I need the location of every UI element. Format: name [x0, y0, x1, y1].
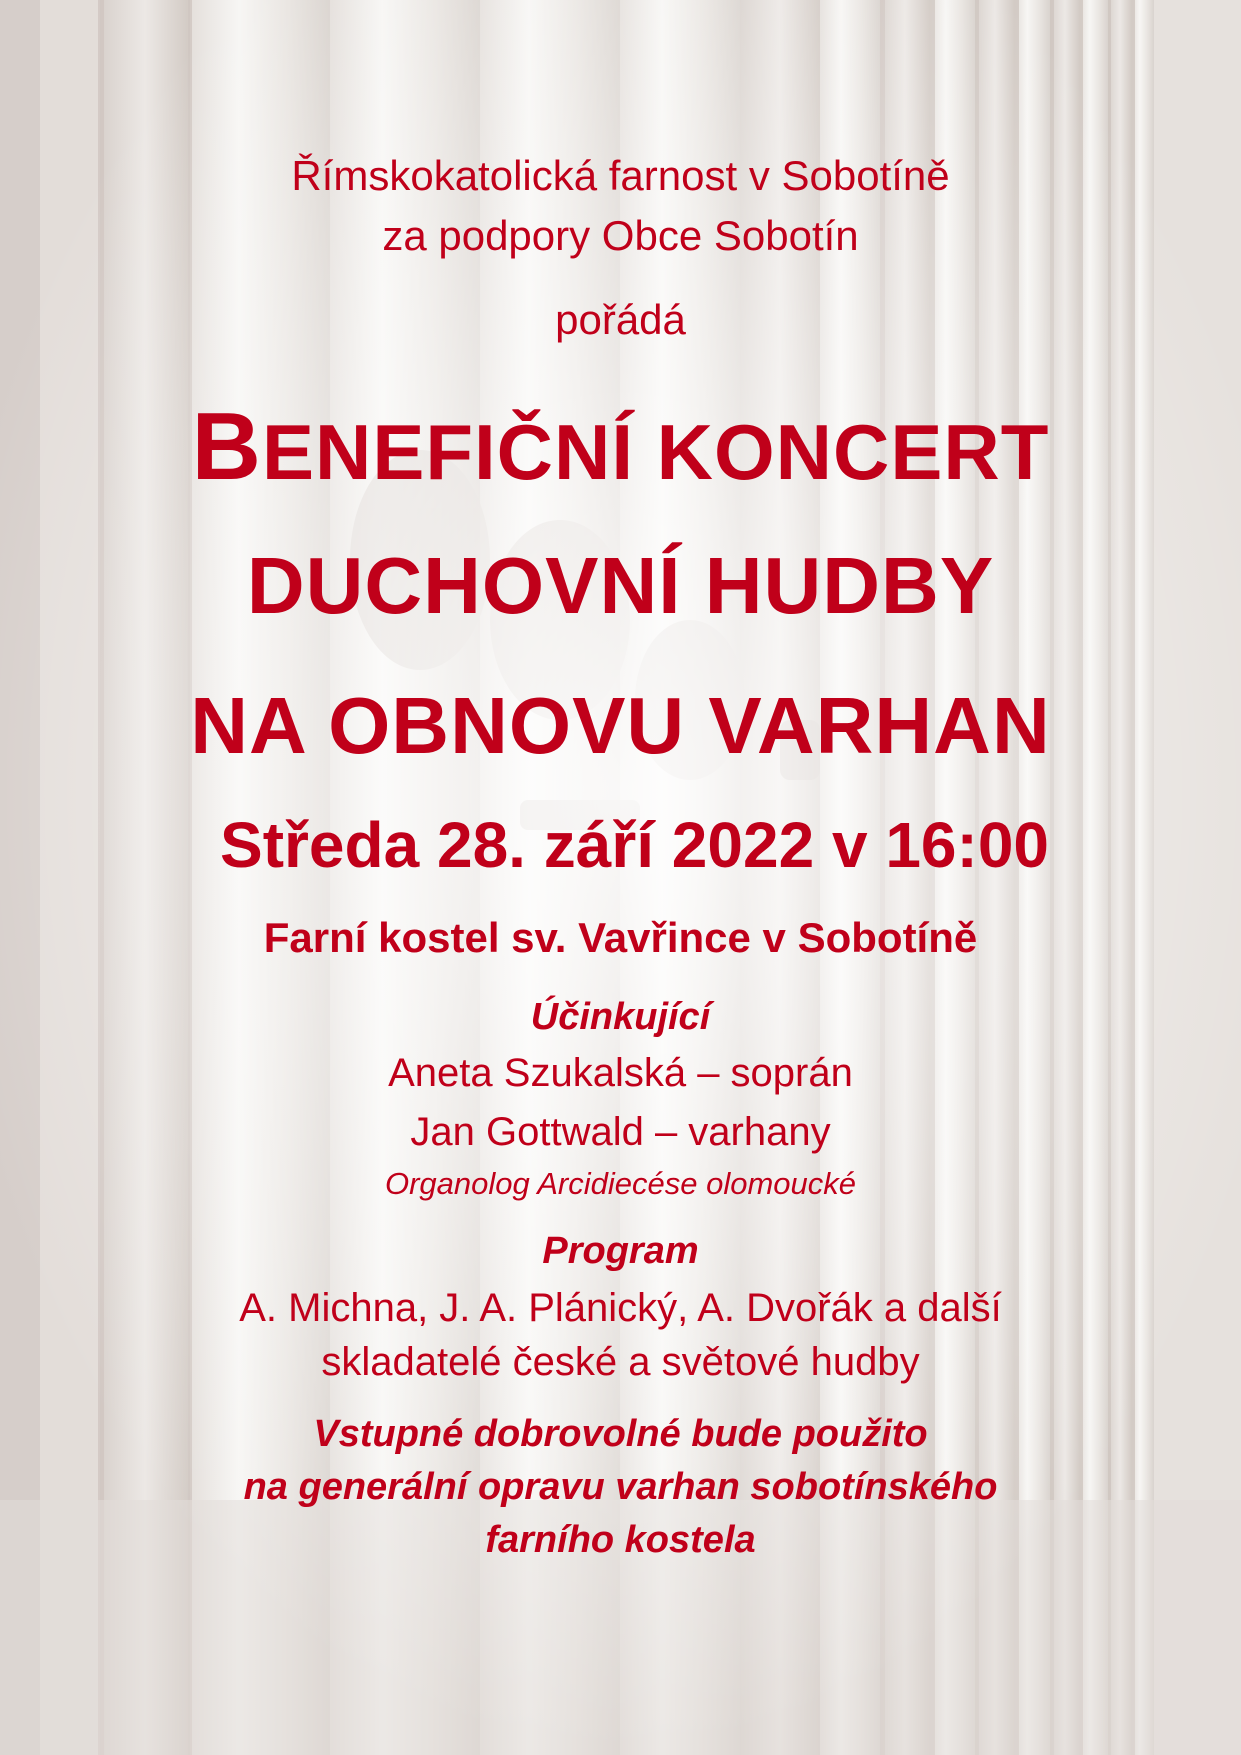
- admission-line-3: farního kostela: [485, 1519, 756, 1561]
- title-line-3: NA OBNOVU VARHAN: [190, 681, 1051, 770]
- title-initial: B: [191, 393, 262, 500]
- performers-heading: Účinkující: [530, 996, 711, 1038]
- presents-text: pořádá: [555, 296, 686, 343]
- admission-line-2: na generální opravu varhan sobotínského: [243, 1466, 998, 1508]
- program-line-2: skladatelé české a světové hudby: [321, 1340, 920, 1384]
- organizer-line-2: za podpory Obce Sobotín: [382, 212, 859, 259]
- performer-2: Jan Gottwald – varhany: [410, 1110, 831, 1154]
- performer-2-note: Organolog Arcidiecése olomoucké: [385, 1166, 856, 1201]
- program-heading: Program: [542, 1230, 699, 1272]
- event-venue: Farní kostel sv. Vavřince v Sobotíně: [263, 914, 978, 961]
- performer-1: Aneta Szukalská – soprán: [388, 1051, 853, 1095]
- admission-line-1: Vstupné dobrovolné bude použito: [313, 1413, 928, 1455]
- organizer-line-1: Římskokatolická farnost v Sobotíně: [291, 152, 950, 199]
- title-line-1: [0, 392, 1241, 502]
- title-line-1-rest: ENEFIČNÍ KONCERT: [261, 408, 1050, 496]
- program-line-1: A. Michna, J. A. Plánický, A. Dvořák a další: [239, 1286, 1002, 1330]
- event-datetime: Středa 28. září 2022 v 16:00: [220, 809, 1049, 881]
- title-line-2: DUCHOVNÍ HUDBY: [246, 541, 995, 630]
